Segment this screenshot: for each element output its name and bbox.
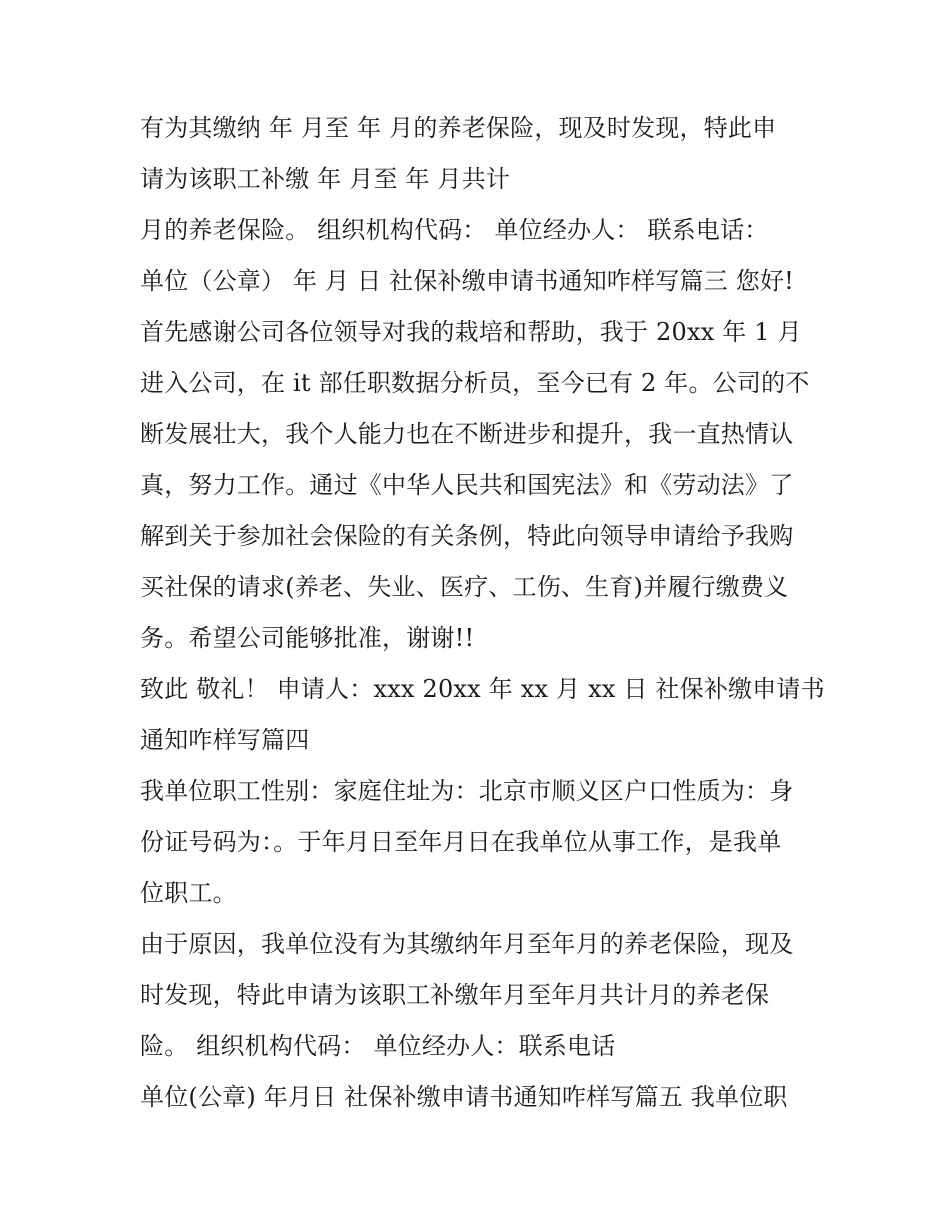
text-line: 致此 敬礼！ 申请人：xxx 20xx 年 xx 月 xx 日 社保补缴申请书 bbox=[140, 675, 825, 703]
text-line: 首先感谢公司各位领导对我的栽培和帮助，我于 20xx 年 1 月 bbox=[140, 318, 802, 346]
text-line: 请为该职工补缴 年 月至 年 月共计 bbox=[140, 165, 511, 193]
text-line: 有为其缴纳 年 月至 年 月的养老保险，现及时发现，特此申 bbox=[140, 114, 777, 142]
text-line: 位职工。 bbox=[140, 879, 237, 907]
text-line: 险。 组织机构代码： 单位经办人：联系电话 bbox=[140, 1032, 616, 1060]
text-line: 通知咋样写篇四 bbox=[140, 726, 310, 754]
text-line: 时发现，特此申请为该职工补缴年月至年月共计月的养老保 bbox=[140, 981, 770, 1009]
text-line: 买社保的请求(养老、失业、医疗、工伤、生育)并履行缴费义 bbox=[140, 573, 789, 601]
document-body bbox=[140, 103, 830, 1123]
text-line: 务。希望公司能够批准，谢谢!! bbox=[140, 624, 475, 652]
text-line: 单位(公章) 年月日 社保补缴申请书通知咋样写篇五 我单位职 bbox=[140, 1083, 788, 1111]
text-line: 解到关于参加社会保险的有关条例，特此向领导申请给予我购 bbox=[140, 522, 794, 550]
text-line: 由于原因，我单位没有为其缴纳年月至年月的养老保险，现及 bbox=[140, 930, 794, 958]
text-line: 真，努力工作。通过《中华人民共和国宪法》和《劳动法》了 bbox=[140, 471, 794, 499]
text-line: 单位（公章） 年 月 日 社保补缴申请书通知咋样写篇三 您好! bbox=[140, 267, 794, 295]
text-line: 进入公司，在 it 部任职数据分析员，至今已有 2 年。公司的不 bbox=[140, 369, 810, 397]
text-line: 份证号码为：。于年月日至年月日在我单位从事工作，是我单 bbox=[140, 828, 782, 856]
text-line: 我单位职工性别：家庭住址为：北京市顺义区户口性质为：身 bbox=[140, 777, 794, 805]
text-line: 月的养老保险。 组织机构代码： 单位经办人： 联系电话： bbox=[140, 216, 769, 244]
text-line: 断发展壮大，我个人能力也在不断进步和提升，我一直热情认 bbox=[140, 420, 794, 448]
